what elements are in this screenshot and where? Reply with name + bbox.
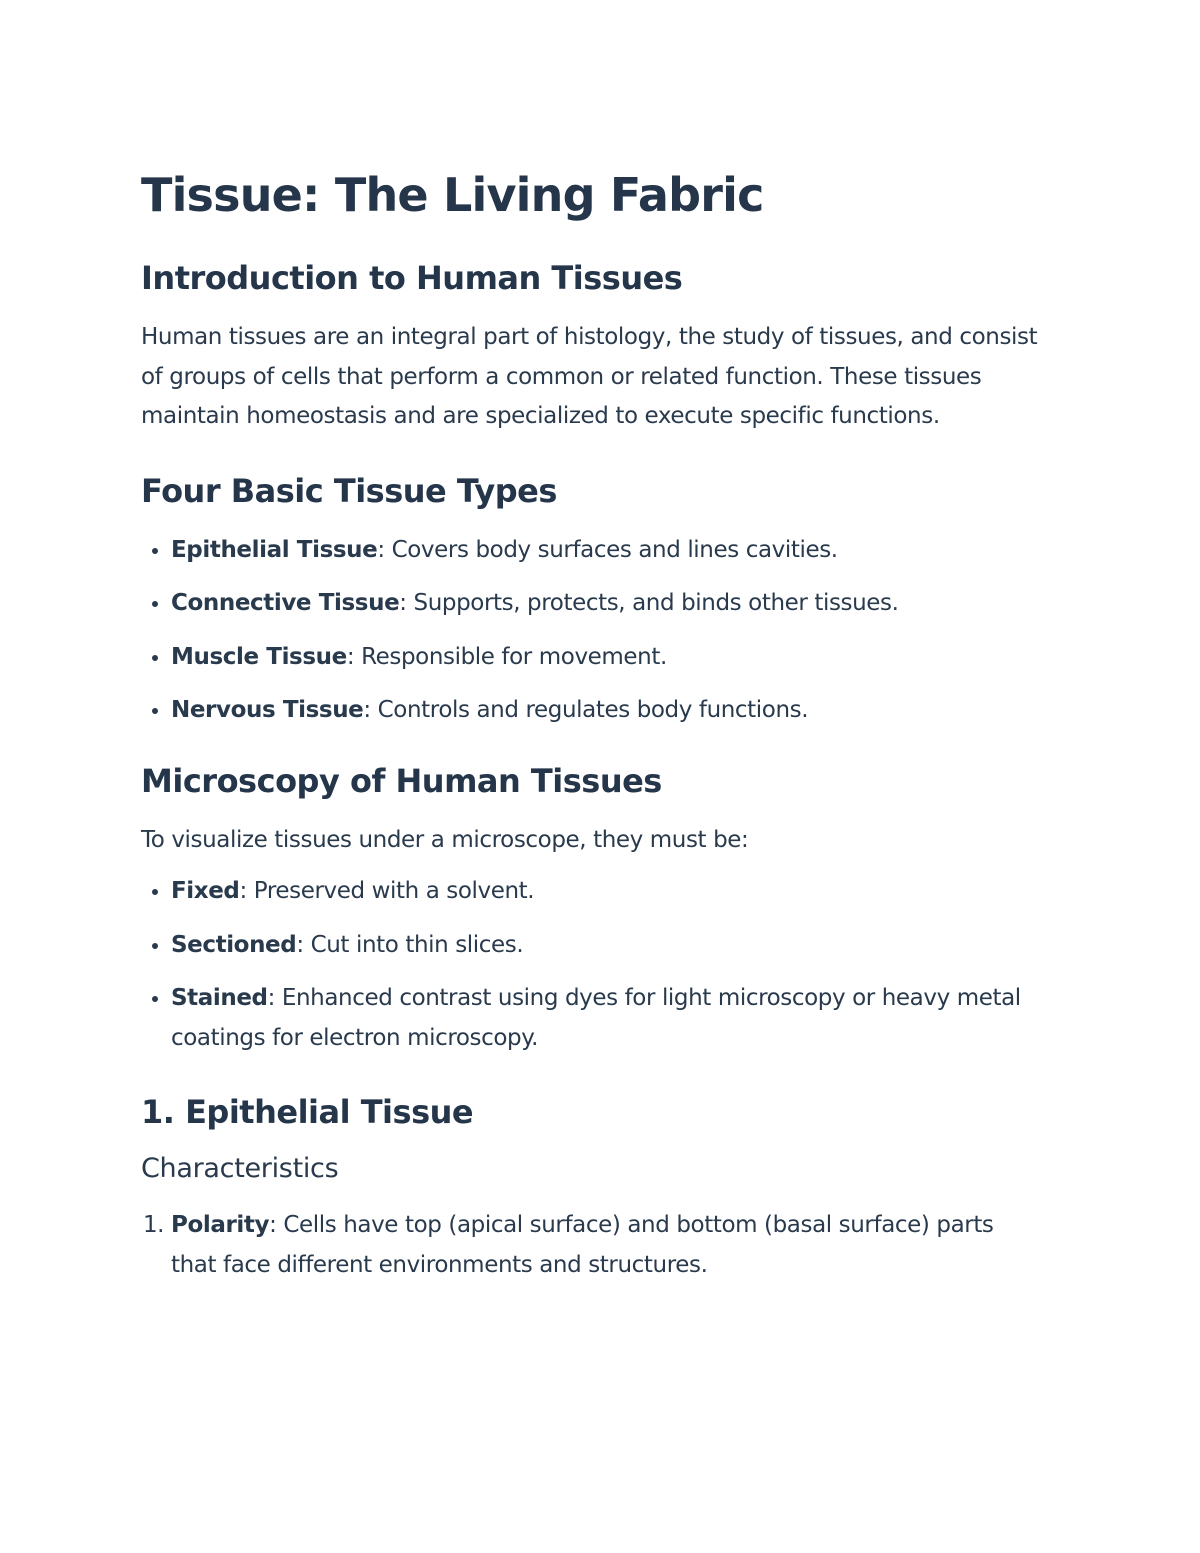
characteristics-list — [141, 1206, 1041, 1285]
list-item — [171, 638, 1041, 678]
intro-heading: Introduction to Human Tissues — [141, 259, 683, 297]
microscopy-heading: Microscopy of Human Tissues — [141, 761, 662, 800]
intro-paragraph: Human tissues are an integral part of histology, the study of tissues, and consist of groups of cells that perform a common or related function. These tissues maintain homeostasis and are specialized to execute specific functions. — [141, 324, 1038, 429]
microscopy-lead: To visualize tissues under a microscope, they must be: — [141, 826, 749, 853]
list-item-term: Epithelial Tissue — [171, 536, 378, 563]
list-item-text: : Cut into thin slices. — [296, 931, 524, 958]
list-item — [171, 926, 1041, 966]
list-item-text: : Responsible for movement. — [346, 643, 667, 670]
document-page — [141, 160, 1041, 1309]
list-item — [171, 691, 1041, 731]
microscopy-steps-list — [141, 872, 1041, 1058]
list-item — [171, 531, 1041, 571]
list-item-term: Sectioned — [171, 931, 297, 958]
list-item — [171, 872, 1041, 912]
characteristics-subheading: Characteristics — [141, 1153, 339, 1184]
list-item-term: Muscle Tissue — [171, 643, 347, 670]
epithelial-heading: 1. Epithelial Tissue — [141, 1093, 474, 1131]
list-item — [171, 979, 1041, 1058]
list-item-text: : Cells have top (apical surface) and bottom (basal surface) parts that face different environments and structures. — [171, 1212, 994, 1278]
tissue-types-heading: Four Basic Tissue Types — [141, 471, 557, 510]
list-item-term: Fixed — [171, 878, 240, 904]
list-item — [171, 1206, 1041, 1285]
list-item-term: Polarity — [171, 1212, 270, 1238]
list-item-text: : Covers body surfaces and lines cavities. — [377, 536, 838, 563]
document-title: Tissue: The Living Fabric — [141, 168, 764, 222]
list-item-term: Connective Tissue — [171, 590, 400, 616]
list-item-term: Stained — [171, 985, 268, 1011]
list-item-term: Nervous Tissue — [171, 697, 364, 723]
list-item-text: : Supports, protects, and binds other tissues. — [399, 590, 899, 616]
list-item — [171, 584, 1041, 624]
tissue-types-list — [141, 531, 1041, 731]
list-item-text: : Preserved with a solvent. — [239, 878, 535, 904]
list-item-text: : Enhanced contrast using dyes for light microscopy or heavy metal coatings for electron microscopy. — [171, 985, 1021, 1051]
list-item-text: : Controls and regulates body functions. — [363, 697, 809, 723]
